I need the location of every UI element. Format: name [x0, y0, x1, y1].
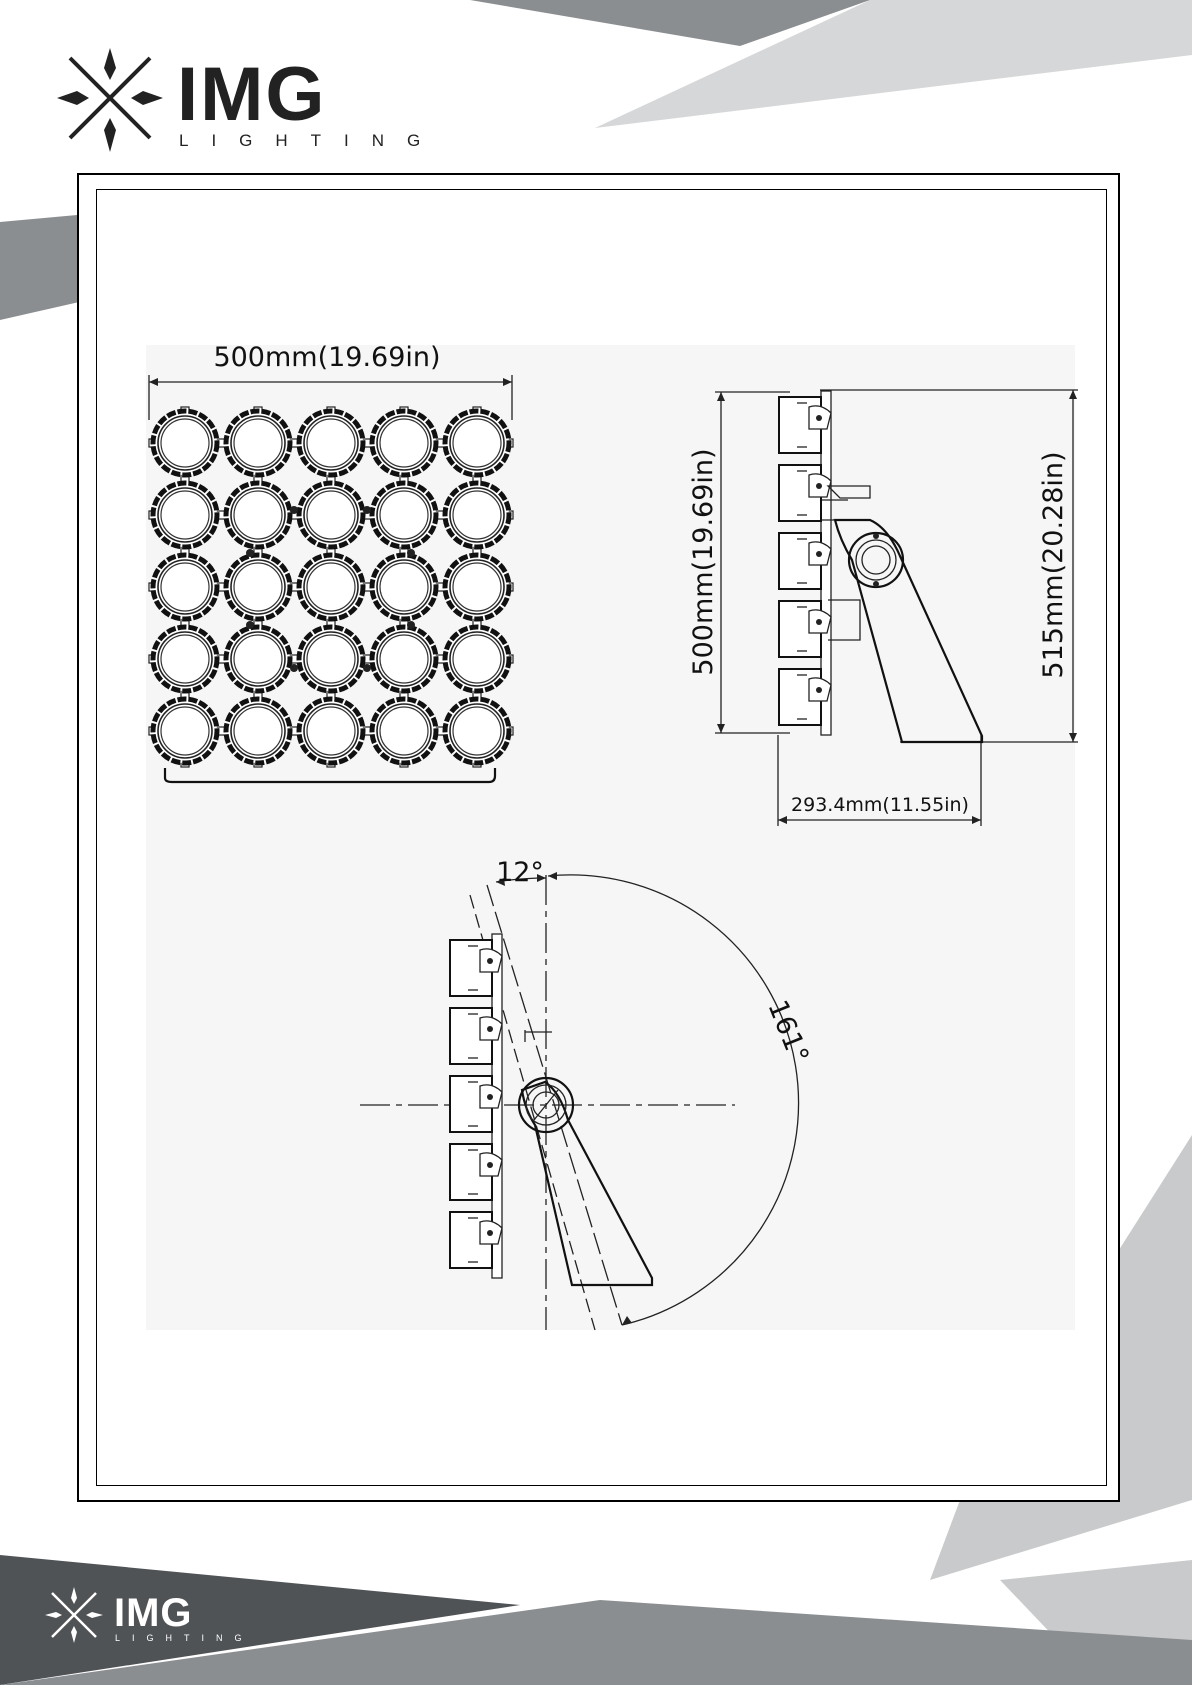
lens: [453, 491, 501, 539]
lens: [307, 491, 355, 539]
lens: [234, 635, 282, 683]
tilt-body: [450, 934, 502, 1278]
footer-logo-mark: [44, 1585, 254, 1655]
clip-screw: [487, 958, 493, 964]
lens: [380, 419, 428, 467]
bolt: [407, 621, 415, 629]
lens: [307, 419, 355, 467]
lens: [307, 635, 355, 683]
lens: [234, 563, 282, 611]
lens: [380, 563, 428, 611]
lens: [161, 635, 209, 683]
lens: [234, 419, 282, 467]
bolt: [363, 506, 371, 514]
lens: [234, 491, 282, 539]
front-view: [149, 342, 513, 782]
lens: [161, 563, 209, 611]
lens: [453, 419, 501, 467]
bolt: [363, 664, 371, 672]
lens: [453, 563, 501, 611]
side-height-label: 500mm(19.69in): [688, 448, 719, 676]
lens: [161, 419, 209, 467]
side-view: [688, 390, 1078, 826]
footer-brand-name: IMG: [114, 1591, 193, 1635]
footer-brand-logo: [44, 1585, 254, 1655]
tilt-view: [360, 857, 814, 1330]
clip-screw: [816, 415, 822, 421]
bolt: [246, 621, 254, 629]
side-body: [779, 391, 831, 735]
lens: [453, 707, 501, 755]
lens: [453, 635, 501, 683]
bolt: [246, 549, 254, 557]
lens-grid: [149, 407, 513, 767]
footer-brand-tagline: LIGHTING: [115, 1633, 254, 1643]
lens: [307, 563, 355, 611]
front-width-label: 500mm(19.69in): [213, 342, 441, 373]
bolt: [290, 506, 298, 514]
brand-tagline: LIGHTING: [179, 131, 444, 150]
lens: [307, 707, 355, 755]
footer-star-emblem-icon: [45, 1587, 103, 1643]
side-total-height-label: 515mm(20.28in): [1038, 451, 1069, 679]
clip-screw: [816, 619, 822, 625]
lens: [380, 635, 428, 683]
bolt: [290, 664, 298, 672]
clip-screw: [487, 1026, 493, 1032]
clip-screw: [487, 1162, 493, 1168]
lens: [380, 707, 428, 755]
clip-screw: [816, 483, 822, 489]
lens: [161, 707, 209, 755]
lens: [234, 707, 282, 755]
side-depth-label: 293.4mm(11.55in): [791, 794, 969, 816]
lens: [380, 491, 428, 539]
bolt: [407, 549, 415, 557]
clip-screw: [816, 687, 822, 693]
tilt-sweep-angle-label: 161°: [761, 995, 815, 1068]
brand-name: IMG: [177, 52, 327, 137]
clip-screw: [816, 551, 822, 557]
tilt-back-angle-label: 12°: [496, 857, 544, 888]
clip-screw: [487, 1230, 493, 1236]
clip-screw: [487, 1094, 493, 1100]
lens: [161, 491, 209, 539]
